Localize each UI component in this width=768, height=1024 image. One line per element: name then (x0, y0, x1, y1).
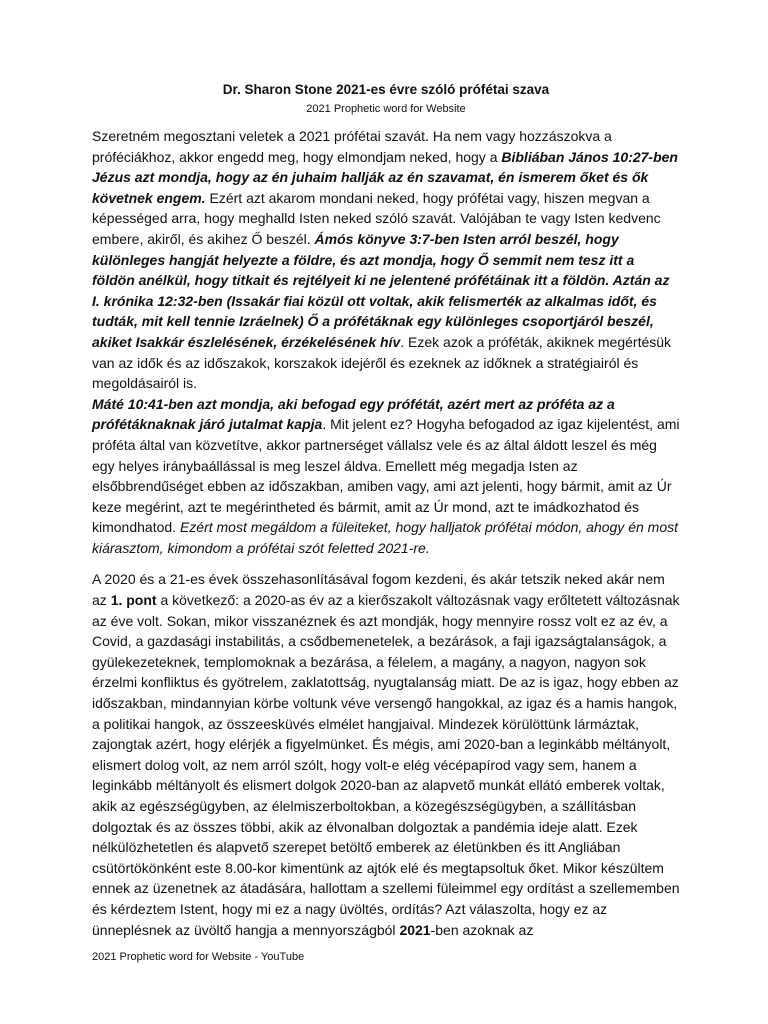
paragraph-3-text-c: -ben azoknak az (430, 921, 534, 938)
paragraph-1 (92, 126, 680, 394)
paragraph-3-year: 2021 (399, 921, 431, 938)
document-page (92, 80, 680, 940)
paragraph-3 (92, 569, 680, 940)
paragraph-spacer (92, 558, 680, 569)
paragraph-1-bible-quote: Bibliában János 10:27-ben Jézus azt mondja, hogy az én juhaim hallják az én szavamat, én ismerem őket és ők követnek engem. (92, 148, 678, 206)
document-subtitle: 2021 Prophetic word for Website (306, 103, 466, 115)
paragraph-3-text-a: A 2020 és a 21-es évek összehasonlításával fogom kezdeni, és akár tetszik neked akár nem az (92, 571, 665, 609)
paragraph-2-text-a: . Mit jelent ez? Hogyha befogadod az igaz kijelentést, ami próféta által van közvetítve, akkor partnerséget vállalsz vele és az által áldott leszel és még egy helyes iránybaállással is meg leszel áldva. Emellett még megadja Isten az elsőbbrendűséget ebben az időszakban, amiben vagy, ami azt jelenti, hogy bármit, amit az Úr keze megérint, azt te megérintheted és bármit, amit az Úr mond, azt te imádkozhatod és kimondhatod. (92, 416, 680, 536)
document-title: Dr. Sharon Stone 2021-es évre szóló prófétai szava (222, 82, 550, 97)
paragraph-2-blessing: Ezért most megáldom a füleiteket, hogy halljatok prófétai módon, ahogy én most kiárasztom, kimondom a prófétai szót feletted 2021-re. (92, 519, 678, 556)
paragraph-1-text-b: Ezért azt akarom mondani neked, hogy prófétai vagy, hiszen megvan a képességed arra, hogy meghalld Isten neked szóló szavát. Valójában te vagy Isten kedvenc embere, akiről, és akihez Ő beszél. (92, 189, 661, 247)
paragraph-1-text-c: . Ezek azok a próféták, akiknek megértésük van az idők és az időszakok, korszakok idejéről és ezeknek az időknek a stratégiairól és megoldásairól is. (92, 333, 672, 392)
paragraph-2 (92, 394, 680, 559)
paragraph-3-point-label: 1. pont (110, 592, 157, 609)
paragraph-3-text-b: a következő: a 2020-as év az a kierőszakolt változásnak vagy erőltetett változásnak az éve volt. Sokan, mikor visszanéznek és azt mondják, hogy mennyire rossz volt ez az év, a Covid, a gazdasági instabilitás, a csődbemenetelek, a bezárások, a faji igazságtalanságok, a gyülekezeteknek, templomoknak a bezárása, a félelem, a magány, a nagyon, nagyon sok érzelmi konfliktus és gyötrelem, zaklatottság, nyugtalanság miatt. De az is igaz, hogy ebben az időszakban, mindannyian körbe voltunk véve versengő hangokkal, az igaz és a hamis hangok, a politikai hangok, az összeesküvés elmélet hangjaival. Mindezek körülöttünk lármáztak, zajongtak azért, hogy elérjék a figyelmünket. És mégis, ami 2020-ban a leginkább méltányolt, elismert dolog volt, az nem arról szólt, hogy volt-e elég vécépapírod vagy sem, hanem a leginkább méltányolt és elismert dolgok 2020-ban az alapvető munkát ellátó emberek voltak, akik az egészségügyben, az élelmiszerboltokban, a közegészségügyben, a szállításban dolgoztak és az összes többi, akik az élvonalban dolgoztak a pandémia ideje alatt. Ezek nélkülözhetetlen és alapvető szerepet betöltő emberek az életünkben és itt Angliában csütörtökönként este 8.00-kor kimentünk az ajtók elé és megtapsoltuk őket. Mikor készültem ennek az üzenetnek az átadására, hallottam a szellemi füleimmel egy ordítást a szellememben és kérdeztem Istent, hogy mi ez a nagy üvöltés, ordítás? Azt válaszolta, hogy ez az ünneplésnek az üvöltő hangja a mennyországból (92, 592, 680, 938)
page-footer: 2021 Prophetic word for Website - YouTube (92, 951, 305, 963)
paragraph-2-matthew-quote: Máté 10:41-ben azt mondja, aki befogad egy prófétát, azért mert az próféta az a prófétáknaknak járó jutalmat kapja (92, 395, 615, 433)
paragraph-1-amos-quote: Ámós könyve 3:7-ben Isten arról beszél, hogy különleges hangját helyezte a földre, és azt mondja, hogy Ő semmit nem tesz itt a földön anélkül, hogy titkait és rejtélyeit ki ne jelentené prófétáinak itt a földön. Aztán az I. krónika 12:32-ben (Issakár fiai közül ott voltak, akik felismerték az alkalmas időt, és tudták, mit kell tennie Izráelnek) Ő a prófétáknak egy különleges csoportjáról beszél, akiket Isakkár észlelésének, érzékelésének hív (92, 230, 670, 350)
paragraph-1-text-a: Szeretném megosztani veletek a 2021 prófétai szavát. Ha nem vagy hozzászokva a próféciákhoz, akkor engedd meg, hogy elmondjam neked, hogy a (92, 128, 612, 165)
